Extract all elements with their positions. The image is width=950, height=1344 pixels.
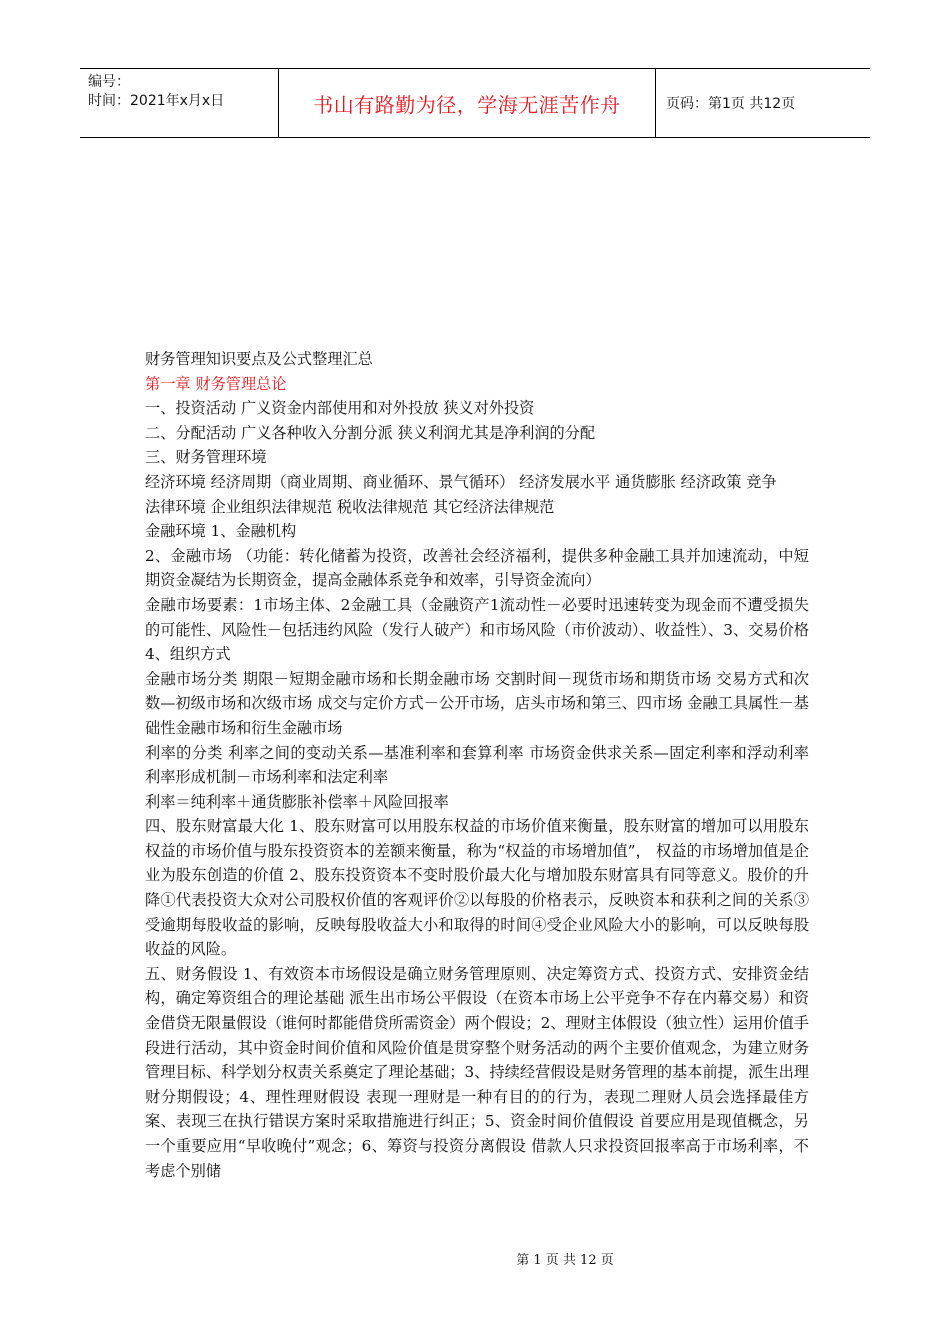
chapter-heading: 第一章 财务管理总论 [145, 374, 287, 393]
document-number-label: 编号： [88, 74, 130, 90]
page-footer [0, 1249, 950, 1268]
document-body [145, 347, 809, 1183]
body-paragraph: 金融环境 1、金融机构 [145, 522, 297, 541]
body-paragraph: 二、分配活动 广义各种收入分割分派 狭义利润尤其是净利润的分配 [145, 423, 596, 442]
body-paragraph: 2、金融市场 （功能：转化储蓄为投资，改善社会经济福利，提供多种金融工具并加速流动，中短期资金凝结为长期资金，提高金融体系竞争和效率，引导资金流向） [145, 546, 809, 590]
body-paragraph: 三、财务管理环境 [145, 448, 267, 467]
body-paragraph: 一、投资活动 广义资金内部使用和对外投放 狭义对外投资 [145, 399, 535, 418]
body-paragraph: 五、财务假设 1、有效资本市场假设是确立财务管理原则、决定筹资方式、投资方式、安排资金结构，确定筹资组合的理论基础 派生出市场公平假设（在资本市场上公平竞争不存在内幕交易）和资金借贷无限量假设（谁何时都能借贷所需资金）两个假设；2、理财主体假设（独立性）运用价值手段进行活动，其中资金时间价值和风险价值是贯穿整个财务活动的两个主要价值观念，为建立财务管理目标、科学划分权责关系奠定了理论基础；3、持续经营假设是财务管理的基本前提，派生出理财分期假设；4、理性理财假设 表现一理财是一种有目的的行为，表现二理财人员会选择最佳方案、表现三在执行错误方案时采取措施进行纠正；5、资金时间价值假设 首要应用是现值概念，另一个重要应用“早收晚付”观念；6、筹资与投资分离假设 借款人只求投资回报率高于市场利率，不考虑个别储 [145, 964, 809, 1180]
document-header [80, 68, 870, 138]
body-paragraph: 利率的分类 利率之间的变动关系—基准利率和套算利率 市场资金供求关系—固定利率和浮动利率 利率形成机制－市场利率和法定利率 [145, 743, 809, 787]
body-paragraph: 经济环境 经济周期（商业周期、商业循环、景气循环） 经济发展水平 通货膨胀 经济政策 竞争 [145, 472, 777, 491]
body-paragraph: 法律环境 企业组织法律规范 税收法律规范 其它经济法律规范 [145, 497, 555, 516]
header-meta [80, 69, 279, 137]
body-paragraph: 金融市场要素：1市场主体、2金融工具（金融资产1流动性－必要时迅速转变为现金而不遭受损失的可能性、风险性－包括违约风险（发行人破产）和市场风险（市价波动）、收益性）、3、交易价格4、组织方式 [145, 595, 809, 664]
header-page-info: 页码：第1页 共12页 [666, 96, 796, 112]
footer-page-number: 第 1 页 共 12 页 [516, 1253, 614, 1268]
body-paragraph: 金融市场分类 期限－短期金融市场和长期金融市场 交割时间－现货市场和期货市场 交易方式和次数—初级市场和次级市场 成交与定价方式－公开市场，店头市场和第三、四市场 金融工具属性－基础性金融市场和衍生金融市场 [145, 669, 809, 737]
document-title: 财务管理知识要点及公式整理汇总 [145, 350, 373, 368]
body-paragraph: 利率＝纯利率＋通货膨胀补偿率＋风险回报率 [145, 792, 449, 811]
body-paragraph: 四、股东财富最大化 1、股东财富可以用股东权益的市场价值来衡量，股东财富的增加可以用股东权益的市场价值与股东投资资本的差额来衡量，称为“权益的市场增加值”， 权益的市场增加值是企业为股东创造的价值 2、股东投资资本不变时股价最大化与增加股东财富具有同等意义。股价的升降①代表投资大众对公司股权价值的客观评价②以每股的价格表示，反映资本和获利之间的关系③受逾期每股收益的影响，反映每股收益大小和取得的时间④受企业风险大小的影响，可以反映每股收益的风险。 [145, 817, 809, 959]
document-time-label: 时间：2021年x月x日 [88, 93, 225, 109]
header-motto: 书山有路勤为径，学海无涯苦作舟 [279, 69, 656, 137]
